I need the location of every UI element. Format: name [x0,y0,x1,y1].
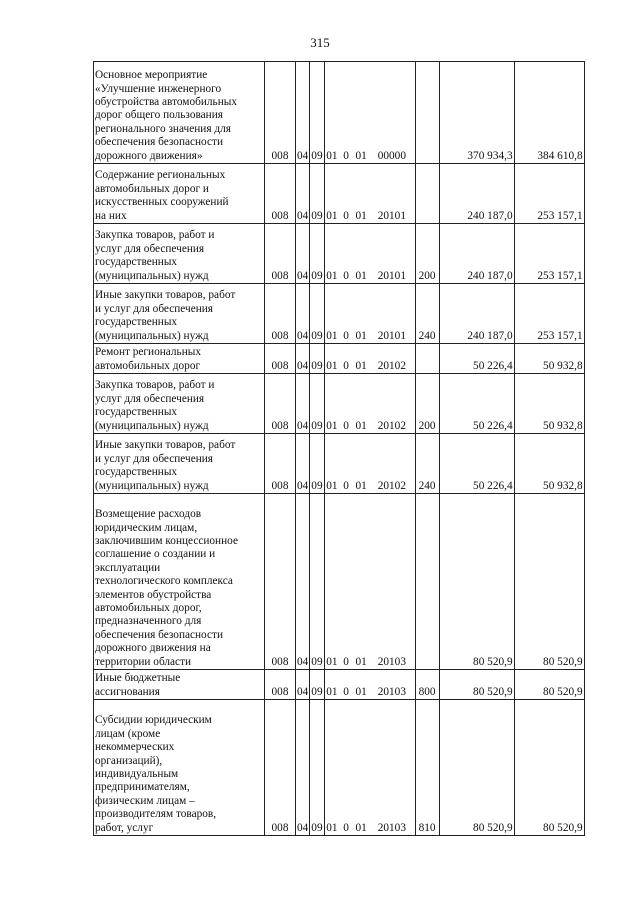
program-code-cell: 01 [324,344,339,374]
table-row [94,670,585,700]
amount-year-2-cell: 253 157,1 [514,224,584,284]
section-code-cell: 04 [296,224,310,284]
amount-year-1-cell: 50 226,4 [439,434,514,494]
amount-year-2-cell: 50 932,8 [514,434,584,494]
amount-year-1-cell: 80 520,9 [439,494,514,670]
row-name-cell [94,374,265,434]
program-code-cell: 01 [324,494,339,670]
table-row [94,374,585,434]
subsection-code-cell: 09 [310,164,324,224]
row-name-cell [94,62,265,164]
direction-code-cell: 20103 [369,670,415,700]
ministry-code-cell: 008 [265,224,296,284]
amount-year-1-cell: 50 226,4 [439,374,514,434]
section-code-cell: 04 [296,434,310,494]
subprogram-code-cell: 0 [339,224,353,284]
direction-code-cell: 20102 [369,344,415,374]
subprogram-code-cell: 0 [339,494,353,670]
subsection-code-cell: 09 [310,374,324,434]
amount-year-2-cell: 80 520,9 [514,700,584,836]
expense-type-cell: 800 [415,670,439,700]
row-name-cell [94,284,265,344]
amount-year-1-cell: 50 226,4 [439,344,514,374]
program-code-cell: 01 [324,62,339,164]
subprogram-code-cell: 0 [339,164,353,224]
program-code-cell: 01 [324,374,339,434]
page-number: 315 [310,35,330,50]
program-code-cell: 01 [324,164,339,224]
subsection-code-cell: 09 [310,62,324,164]
table-row [94,164,585,224]
table-row [94,700,585,836]
subsection-code-cell: 09 [310,284,324,344]
row-name-cell [94,224,265,284]
expense-type-cell: 240 [415,434,439,494]
amount-year-1-cell: 370 934,3 [439,62,514,164]
row-name-text: Закупка товаров, работ и услуг для обеспечения государственных (муниципальных) нужд [95,379,215,432]
table-row [94,434,585,494]
ministry-code-cell: 008 [265,62,296,164]
row-name-cell [94,494,265,670]
expense-type-cell: 810 [415,700,439,836]
section-code-cell: 04 [296,62,310,164]
section-code-cell: 04 [296,284,310,344]
subprogram-code-cell: 0 [339,284,353,344]
section-code-cell: 04 [296,344,310,374]
expense-type-cell: 200 [415,224,439,284]
event-code-cell: 01 [353,374,369,434]
direction-code-cell: 20101 [369,164,415,224]
subsection-code-cell: 09 [310,344,324,374]
direction-code-cell: 20103 [369,494,415,670]
row-name-text: Содержание региональных автомобильных дорог и искусственных сооружений на них [95,169,229,222]
amount-year-2-cell: 50 932,8 [514,344,584,374]
row-name-text: Иные бюджетные ассигнования [95,672,181,698]
direction-code-cell: 20103 [369,700,415,836]
event-code-cell: 01 [353,164,369,224]
table-row [94,494,585,670]
row-name-text: Основное мероприятие «Улучшение инженерного обустройства автомобильных дорог общего пользования регионального значения для обеспечения безопасности дорожного движения» [95,69,237,162]
row-name-text: Иные закупки товаров, работ и услуг для обеспечения государственных (муниципальных) нужд [95,439,236,492]
amount-year-1-cell: 80 520,9 [439,700,514,836]
direction-code-cell: 20102 [369,434,415,494]
amount-year-2-cell: 80 520,9 [514,494,584,670]
program-code-cell: 01 [324,670,339,700]
event-code-cell: 01 [353,434,369,494]
ministry-code-cell: 008 [265,670,296,700]
subsection-code-cell: 09 [310,670,324,700]
table-body [94,62,585,836]
program-code-cell: 01 [324,224,339,284]
amount-year-2-cell: 50 932,8 [514,374,584,434]
event-code-cell: 01 [353,224,369,284]
program-code-cell: 01 [324,284,339,344]
amount-year-2-cell: 253 157,1 [514,284,584,344]
ministry-code-cell: 008 [265,494,296,670]
subsection-code-cell: 09 [310,700,324,836]
row-name-text: Субсидии юридическим лицам (кроме некоммерческих организаций), индивидуальным предпринимателям, физическим лицам – производителям товаров, работ, услуг [95,714,217,834]
subsection-code-cell: 09 [310,224,324,284]
section-code-cell: 04 [296,700,310,836]
amount-year-2-cell: 384 610,8 [514,62,584,164]
table-row [94,344,585,374]
expense-type-cell [415,164,439,224]
subprogram-code-cell: 0 [339,670,353,700]
subprogram-code-cell: 0 [339,434,353,494]
amount-year-1-cell: 80 520,9 [439,670,514,700]
section-code-cell: 04 [296,494,310,670]
amount-year-2-cell: 253 157,1 [514,164,584,224]
row-name-cell [94,700,265,836]
row-name-text: Закупка товаров, работ и услуг для обеспечения государственных (муниципальных) нужд [95,229,215,282]
subprogram-code-cell: 0 [339,62,353,164]
expense-type-cell: 240 [415,284,439,344]
subprogram-code-cell: 0 [339,344,353,374]
section-code-cell: 04 [296,670,310,700]
ministry-code-cell: 008 [265,284,296,344]
event-code-cell: 01 [353,284,369,344]
budget-table [93,61,585,836]
row-name-cell [94,164,265,224]
expense-type-cell [415,494,439,670]
ministry-code-cell: 008 [265,374,296,434]
amount-year-2-cell: 80 520,9 [514,670,584,700]
table-row [94,284,585,344]
program-code-cell: 01 [324,700,339,836]
section-code-cell: 04 [296,164,310,224]
direction-code-cell: 20102 [369,374,415,434]
direction-code-cell: 20101 [369,224,415,284]
row-name-text: Ремонт региональных автомобильных дорог [95,346,201,372]
row-name-cell [94,434,265,494]
amount-year-1-cell: 240 187,0 [439,284,514,344]
row-name-cell [94,670,265,700]
subsection-code-cell: 09 [310,494,324,670]
section-code-cell: 04 [296,374,310,434]
subprogram-code-cell: 0 [339,700,353,836]
ministry-code-cell: 008 [265,164,296,224]
expense-type-cell: 200 [415,374,439,434]
subprogram-code-cell: 0 [339,374,353,434]
event-code-cell: 01 [353,494,369,670]
event-code-cell: 01 [353,670,369,700]
expense-type-cell [415,62,439,164]
expense-type-cell [415,344,439,374]
ministry-code-cell: 008 [265,344,296,374]
direction-code-cell: 00000 [369,62,415,164]
table-row [94,224,585,284]
amount-year-1-cell: 240 187,0 [439,224,514,284]
amount-year-1-cell: 240 187,0 [439,164,514,224]
table-row [94,62,585,164]
event-code-cell: 01 [353,62,369,164]
subsection-code-cell: 09 [310,434,324,494]
program-code-cell: 01 [324,434,339,494]
event-code-cell: 01 [353,700,369,836]
direction-code-cell: 20101 [369,284,415,344]
row-name-text: Иные закупки товаров, работ и услуг для обеспечения государственных (муниципальных) нужд [95,289,236,342]
ministry-code-cell: 008 [265,434,296,494]
event-code-cell: 01 [353,344,369,374]
row-name-text: Возмещение расходов юридическим лицам, заключившим концессионное соглашение о создании и эксплуатации технологического комплекса элементов обустройства автомобильных дорог, предназначенного для обеспечения безопасности дорожного движения на территории области [95,508,238,668]
row-name-cell [94,344,265,374]
ministry-code-cell: 008 [265,700,296,836]
